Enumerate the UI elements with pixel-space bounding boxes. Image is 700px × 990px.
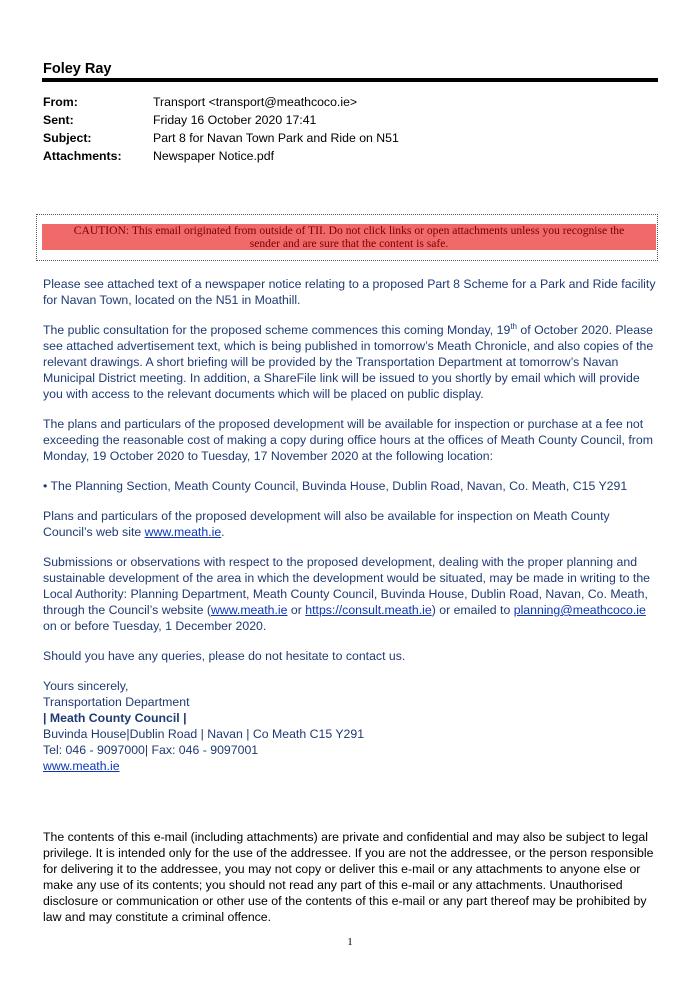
signature-council: | Meath County Council | <box>43 711 187 725</box>
legal-disclaimer: The contents of this e-mail (including attachments) are private and confidential and may also be subject to legal privilege. It is intended only for the use of the addressee. If you are not the addressee, or the person responsible for delivering it to the addressee, you may not copy or deliver this e-mail or any attachments to anyone else or make any use of its contents; you should not read any part of this e-mail or any attachments. Unauthorised disclosure or communication or other use of the contents of this e-mail or any part thereof may be prohibited by law and may constitute a criminal offence. <box>43 830 654 924</box>
meath-website-link-2[interactable]: www.meath.ie <box>210 603 288 617</box>
attachments-label: Attachments: <box>43 149 122 163</box>
attachments-row <box>43 147 399 165</box>
signature-block <box>43 678 657 774</box>
from-value: Transport <transport@meathcoco.ie> <box>153 95 358 109</box>
caution-banner <box>42 224 656 250</box>
consult-website-link[interactable]: https://consult.meath.ie <box>305 603 432 617</box>
sender-name: Foley Ray <box>43 61 112 77</box>
from-row <box>43 93 399 111</box>
p6-text-b: ) or emailed to <box>431 603 514 617</box>
email-headers <box>43 93 399 165</box>
meath-website-link[interactable]: www.meath.ie <box>144 525 222 539</box>
attachments-value[interactable]: Newspaper Notice.pdf <box>153 149 274 163</box>
body-paragraph-7: Should you have any queries, please do not hesitate to contact us. <box>43 649 406 663</box>
p2-text-a: The public consultation for the proposed scheme commences this coming Monday, 19 <box>43 323 511 337</box>
p6-text-c: on or before Tuesday, 1 December 2020. <box>43 619 267 633</box>
body-paragraph-3: The plans and particulars of the proposed development will be available for inspection or purchase at a fee not exceeding the reasonable cost of making a copy during office hours at the offices of Meath County Council, from Monday, 19 October 2020 to Tuesday, 17 November 2020 at the following location: <box>43 417 653 463</box>
p2-superscript: th <box>510 321 517 331</box>
caution-line-2: sender and are sure that the content is safe. <box>249 237 449 250</box>
signature-department: Transportation Department <box>43 695 190 709</box>
body-paragraph-4: • The Planning Section, Meath County Council, Buvinda House, Dublin Road, Navan, Co. Meath, C15 Y291 <box>43 479 628 493</box>
p5-text-b: . <box>221 525 225 539</box>
caution-line-1: CAUTION: This email originated from outside of TII. Do not click links or open attachments unless you recognise the <box>73 224 625 237</box>
page-number: 1 <box>347 936 353 948</box>
from-label: From: <box>43 95 78 109</box>
header-rule <box>42 78 658 82</box>
subject-row <box>43 129 399 147</box>
sent-label: Sent: <box>43 113 74 127</box>
body-paragraph-5 <box>43 508 657 540</box>
subject-value: Part 8 for Navan Town Park and Ride on N51 <box>153 131 399 145</box>
p5-text-a: Plans and particulars of the proposed development will also be available for inspection on Meath County Council’s web site <box>43 509 610 539</box>
p6-or: or <box>287 603 306 617</box>
body-paragraph-2 <box>43 322 657 402</box>
email-body <box>43 276 657 774</box>
body-paragraph-6 <box>43 554 657 634</box>
sent-row <box>43 111 399 129</box>
p6-text-a: Submissions or observations with respect to the proposed development, dealing with the proper planning and sustainable development of the area in which the development would be situated, may be made in writing to the Local Authority: Planning Department, Meath County Council, Buvinda House, Dublin Road, Navan, Co. Meath, through the Council’s website ( <box>43 555 651 617</box>
sent-value: Friday 16 October 2020 17:41 <box>153 113 317 127</box>
subject-label: Subject: <box>43 131 92 145</box>
signature-phone: Tel: 046 - 9097000| Fax: 046 - 9097001 <box>43 743 259 757</box>
signature-address: Buvinda House|Dublin Road | Navan | Co Meath C15 Y291 <box>43 727 365 741</box>
body-paragraph-1: Please see attached text of a newspaper notice relating to a proposed Part 8 Scheme for a Park and Ride facility for Navan Town, located on the N51 in Moathill. <box>43 277 656 307</box>
signature-closing: Yours sincerely, <box>43 679 129 693</box>
signature-website-link[interactable]: www.meath.ie <box>43 759 120 773</box>
p2-text-b: of October 2020. Please see attached advertisement text, which is being published in tomorrow’s Meath Chronicle, and also copies of the relevant drawings. A short briefing will be provided by the Transportation Department at tomorrow’s Navan Municipal District meeting. In addition, a ShareFile link will be issued to you shortly by email which will provide you with access to the relevant documents which will be placed on public display. <box>43 323 654 401</box>
planning-email-link[interactable]: planning@meathcoco.ie <box>513 603 646 617</box>
